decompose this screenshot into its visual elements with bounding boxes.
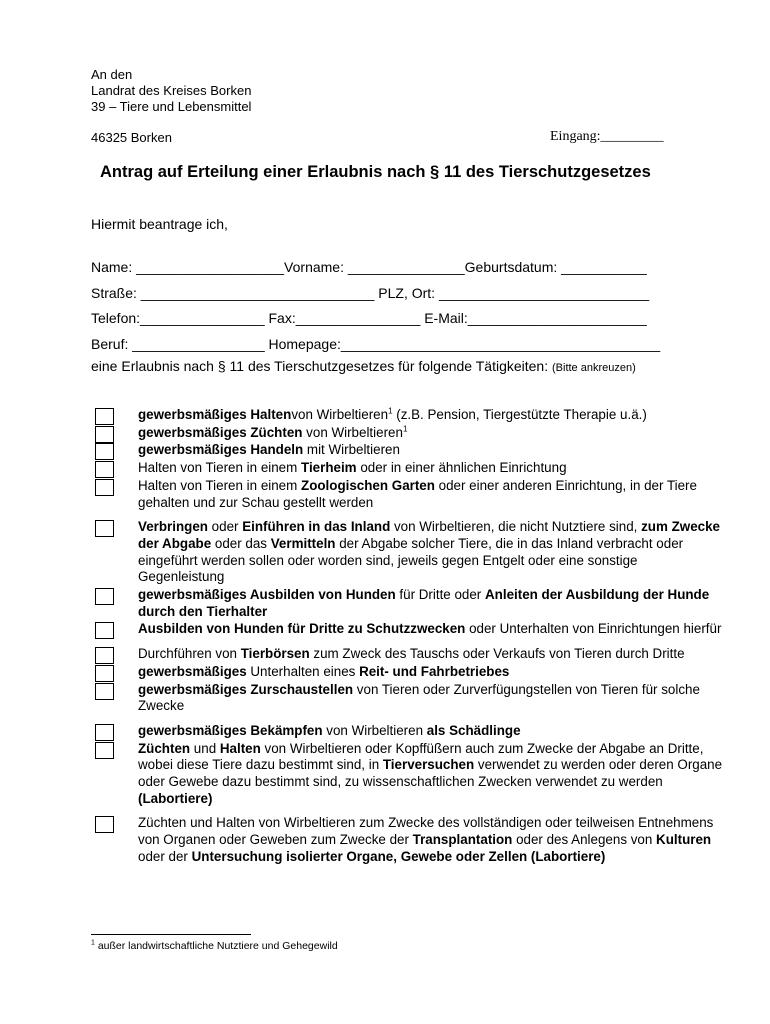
activity-checkbox[interactable] (95, 647, 114, 664)
name-row[interactable]: Name: ___________________Vorname: _______________Geburtsdatum: ___________ (91, 259, 647, 275)
bold-text: Ausbilden von Hunden für Dritte zu Schutzzwecken (138, 621, 466, 637)
footnote-divider (91, 934, 251, 935)
address-city: 46325 Borken (91, 130, 172, 145)
footnote-ref: 1 (402, 424, 408, 434)
footnote-mark: 1 (91, 939, 95, 947)
bold-text: zum Zwecke der Abgabe (138, 519, 720, 551)
activity-item (95, 425, 725, 442)
activity-checkbox[interactable] (95, 479, 114, 496)
bold-text: Untersuchung isolierter Organe, Gewebe oder Zellen (Labortiere) (191, 848, 606, 864)
job-homepage-row[interactable]: Beruf: _________________ Homepage:_________________________________________ (91, 335, 661, 352)
label-text: Unterhalten eines (246, 663, 360, 679)
activity-label (138, 478, 725, 511)
label-text: oder des Anlegens von (512, 832, 657, 848)
activity-checkbox[interactable] (95, 724, 114, 741)
activity-item (95, 723, 725, 740)
activity-label (138, 519, 725, 586)
bold-text: Tierheim (301, 460, 357, 476)
label-text: und (190, 740, 220, 756)
bold-text: Kulturen (656, 832, 712, 848)
label-text: für Dritte oder (395, 587, 485, 603)
activity-item (95, 741, 725, 808)
label-text: Durchführen von (138, 646, 241, 662)
address-line-2: Landrat des Kreises Borken (91, 83, 252, 98)
bold-text: Vermitteln (270, 535, 336, 551)
activity-label (138, 621, 725, 638)
activity-item (95, 478, 725, 511)
document-title: Antrag auf Erteilung einer Erlaubnis nach § 11 des Tierschutzgesetzes (100, 163, 651, 181)
activity-item (95, 587, 725, 620)
label-text: von Wirbeltieren (302, 424, 403, 440)
activity-checkbox[interactable] (95, 461, 114, 478)
activity-checkbox[interactable] (95, 520, 114, 537)
activity-item (95, 621, 725, 638)
activity-item (95, 646, 725, 663)
activity-label (138, 407, 725, 424)
label-text: verwendet zu werden oder deren Organe oder Gewebe dazu bestimmt sind, zu wissenschaftlichen Zwecken verwendet zu werden (138, 757, 723, 790)
recipient-address (91, 67, 251, 115)
bold-text: gewerbsmäßiges Ausbilden von Hunden (138, 587, 396, 603)
activities-caption (91, 358, 636, 374)
activity-label (138, 587, 725, 620)
bold-text: (Labortiere) (138, 790, 213, 806)
bold-text: Zoologischen Garten (301, 477, 435, 493)
activity-checkbox[interactable] (95, 622, 114, 639)
bold-text: gewerbsmäßiges Handeln (138, 442, 304, 458)
label-text: oder in einer ähnlichen Einrichtung (356, 460, 567, 476)
bold-text: Anleiten der Ausbildung der Hunde durch den Tierhalter (138, 587, 710, 619)
personal-data-fields (91, 257, 660, 359)
bold-text: Züchten (138, 740, 191, 756)
bold-text: als Schädlinge (426, 722, 521, 738)
activity-item (95, 442, 725, 459)
label-text: zum Zweck des Tauschs oder Verkaufs von Tieren durch Dritte (309, 646, 685, 662)
label-text: oder das (211, 535, 271, 551)
label-text: (z.B. Pension, Tiergestützte Therapie u.ä.) (392, 407, 647, 422)
address-line-1: An den (91, 67, 133, 82)
bold-text: gewerbsmäßiges Bekämpfen (138, 722, 323, 738)
bold-text: Transplantation (412, 832, 513, 848)
activity-label (138, 815, 725, 865)
label-text: oder einer anderen Einrichtung, in der Tiere gehalten und zur Schau gestellt werden (138, 477, 697, 510)
activity-checkbox[interactable] (95, 665, 114, 682)
activity-item (95, 664, 725, 681)
label-text: oder Unterhalten von Einrichtungen hierfür (465, 621, 722, 637)
activity-checkbox[interactable] (95, 426, 114, 443)
activity-checkbox[interactable] (95, 742, 114, 759)
activity-label (138, 425, 725, 442)
activity-checkbox[interactable] (95, 588, 114, 605)
address-line-3: 39 – Tiere und Lebensmittel (91, 99, 252, 114)
label-text: oder der (138, 848, 192, 864)
eingang-field[interactable]: Eingang:_________ (550, 129, 664, 144)
bold-text: gewerbsmäßiges Halten (138, 407, 292, 422)
activity-checkbox[interactable] (95, 443, 114, 460)
activity-label (138, 460, 725, 477)
address-row[interactable]: Straße: ______________________________ PLZ, Ort: ___________________________ (91, 284, 650, 301)
activity-checkbox[interactable] (95, 816, 114, 833)
activity-label (138, 664, 725, 681)
activity-label (138, 741, 725, 808)
activity-checkbox[interactable] (95, 683, 114, 700)
activity-item (95, 815, 725, 865)
contact-row[interactable]: Telefon:________________ Fax:________________ E-Mail:_______________________ (91, 310, 647, 326)
bold-text: gewerbsmäßiges Züchten (138, 424, 303, 440)
activity-item (95, 407, 725, 424)
activity-item (95, 682, 725, 715)
footnote-text: außer landwirtschaftliche Nutztiere und Gehegewild (94, 940, 338, 952)
label-text: Züchten und Halten von Wirbeltieren zum Zwecke des vollständigen oder teilweisen Entnehmens von Organen oder Geweben zum Zwecke der (138, 815, 714, 848)
label-text: von Wirbeltieren, die nicht Nutztiere sind, (390, 519, 642, 535)
activity-label (138, 723, 725, 740)
label-text: von Tieren oder Zurverfügungstellen von Tieren für solche Zwecke (138, 681, 700, 714)
label-text: von Wirbeltieren (291, 407, 389, 422)
caption-hint: (Bitte ankreuzen) (552, 362, 636, 374)
intro-text: Hiermit beantrage ich, (91, 216, 228, 232)
activity-checkbox[interactable] (95, 408, 114, 425)
activity-item (95, 460, 725, 477)
footnote (91, 940, 338, 952)
activity-item (95, 519, 725, 586)
activity-label (138, 646, 725, 663)
bold-text: gewerbsmäßiges (138, 663, 247, 679)
activity-label (138, 682, 725, 715)
label-text: oder (207, 519, 243, 535)
bold-text: Einführen in das Inland (242, 519, 391, 535)
bold-text: gewerbsmäßiges Zurschaustellen (138, 681, 354, 697)
label-text: von Wirbeltieren oder Kopffüßern auch zum Zwecke der Abgabe an Dritte, wobei diese Tiere dazu bestimmt sind, in (138, 740, 704, 773)
label-text: von Wirbeltieren (322, 722, 427, 738)
label-text: mit Wirbeltieren (303, 442, 400, 458)
footnote-ref: 1 (388, 406, 393, 416)
bold-text: Halten (219, 740, 261, 756)
bold-text: Tierbörsen (240, 646, 310, 662)
bold-text: Verbringen (138, 519, 208, 535)
bold-text: Reit- und Fahrbetriebes (359, 663, 510, 679)
activity-checklist (95, 407, 725, 866)
label-text: Halten von Tieren in einem (138, 460, 302, 476)
bold-text: Tierversuchen (382, 757, 475, 773)
activity-label (138, 442, 725, 459)
label-text: der Abgabe solcher Tiere, die in das Inland verbracht oder eingeführt werden sollen oder worden sind, jeweils gegen Entgelt oder eine sonstige Gegenleistung (138, 535, 684, 585)
caption-text: eine Erlaubnis nach § 11 des Tierschutzgesetzes für folgende Tätigkeiten: (91, 358, 552, 374)
label-text: Halten von Tieren in einem (138, 477, 302, 493)
